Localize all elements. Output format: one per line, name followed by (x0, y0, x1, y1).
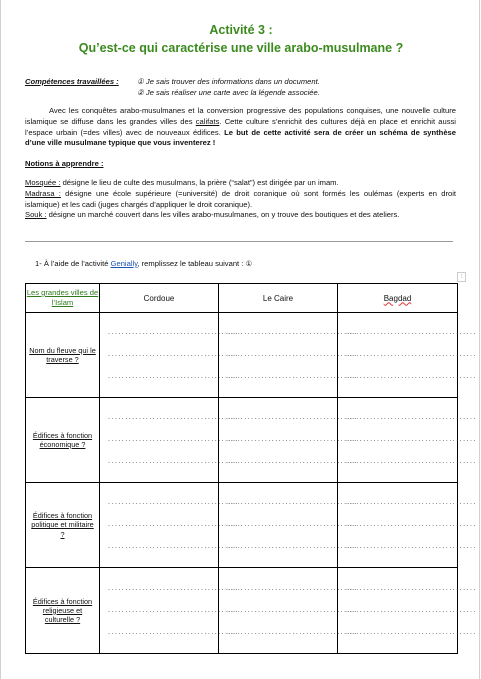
dotted-line: ...................................... (108, 499, 239, 506)
table-row (26, 313, 458, 398)
califats-term: califats (195, 116, 220, 126)
dotted-line: ...................................... (108, 373, 239, 380)
definitions-block (25, 178, 456, 221)
table-row (26, 483, 458, 568)
row-label-politique: Édifices à fonction politique et militaire ? (26, 483, 100, 568)
question-text: , remplissez le tableau suivant : ① (137, 259, 253, 268)
column-header-le-caire: Le Caire (219, 284, 338, 313)
dotted-line: ...................................... (108, 436, 239, 443)
dotted-line: ...................................... (346, 351, 477, 358)
genially-link[interactable]: Genially (110, 259, 138, 268)
dotted-line: ...................................... (227, 628, 358, 636)
answer-cell[interactable] (219, 483, 358, 568)
definition-term: Souk : (25, 210, 47, 220)
dotted-line: ...................................... (108, 628, 239, 636)
dotted-line: ...................................... (227, 351, 358, 358)
dotted-line: ...................................... (108, 458, 239, 465)
dotted-line: ...................................... (227, 458, 358, 465)
definition-item (25, 210, 456, 221)
table-row (26, 398, 458, 483)
dotted-line: ...................................... (346, 584, 477, 592)
answer-cell[interactable] (338, 313, 477, 398)
table-header-row (26, 284, 458, 313)
dotted-line: ...................................... (346, 458, 477, 465)
dotted-line: ...................................... (346, 414, 477, 421)
dotted-line: ...................................... (108, 351, 239, 358)
answer-cell[interactable] (219, 568, 358, 654)
competences-label: Compétences travaillées : (25, 77, 119, 86)
definition-text: désigne un marché couvert dans les villes arabo-musulmanes, on y trouve des boutiques et des ateliers. (46, 210, 400, 220)
dotted-line: ...................................... (227, 329, 358, 336)
column-header-bagdad (338, 284, 458, 313)
answer-cell[interactable] (100, 568, 239, 654)
cities-table (25, 283, 477, 654)
answer-cell[interactable] (100, 313, 239, 398)
dotted-line: ...................................... (346, 628, 477, 636)
dotted-line: ...................................... (227, 373, 358, 380)
definition-text: désigne une école supérieure (=université) de droit coranique où sont formés les oulémas (experts en droit islamique) et les cadi (juges chargés d’appliquer le droit coranique). (25, 188, 456, 209)
answer-cell[interactable] (338, 398, 477, 483)
answer-cell[interactable] (219, 398, 358, 483)
question-1 (35, 259, 252, 268)
dotted-line: ...................................... (108, 543, 239, 550)
dotted-line: ...................................... (346, 373, 477, 380)
horizontal-divider (25, 241, 453, 242)
definition-term: Mosquée : (25, 178, 61, 187)
table-move-handle[interactable]: ⁝ (457, 272, 466, 282)
competence-item: ② Je sais réaliser une carte avec la légende associée. (137, 88, 320, 97)
competence-item: ① Je sais trouver des informations dans un document. (137, 77, 320, 86)
dotted-line: ...................................... (108, 606, 239, 614)
dotted-line: ...................................... (108, 414, 239, 421)
answer-cell[interactable] (100, 398, 239, 483)
definition-term: Madrasa : (25, 188, 61, 198)
intro-goal: Le but de cette activité sera de créer un schéma de synthèse d’une ville musulmane typique que vous inventerez ! (25, 127, 456, 148)
answer-cell[interactable] (100, 483, 239, 568)
dotted-line: ...................................... (227, 499, 358, 506)
row-label-economique: Édifices à fonction économique ? (26, 398, 100, 483)
dotted-line: ...................................... (346, 521, 477, 528)
dotted-line: ...................................... (346, 499, 477, 506)
table-corner-header: Les grandes villes de l’Islam (26, 284, 100, 313)
row-label-religieuse: Édifices à fonction religieuse et culturelle ? (26, 568, 100, 654)
competences-block (25, 76, 320, 98)
definition-item (25, 189, 456, 211)
dotted-line: ...................................... (346, 606, 477, 614)
dotted-line: ...................................... (227, 414, 358, 421)
dotted-line: ...................................... (108, 329, 239, 336)
dotted-line: ...................................... (227, 584, 358, 592)
dotted-line: ...................................... (108, 521, 239, 528)
row-label-fleuve: Nom du fleuve qui le traverse ? (26, 313, 100, 398)
column-header-cordoue: Cordoue (100, 284, 219, 313)
question-text: 1- À l’aide de l’activité (35, 259, 111, 268)
activity-question-title: Qu’est-ce qui caractérise une ville arabo-musulmane ? (78, 41, 404, 55)
dotted-line: ...................................... (227, 606, 358, 614)
intro-text: Avec les conquêtes arabo-musulmanes et la conversion progressive des populations conquises, une nouvelle culture islamique se diffuse dans les grandes villes des (25, 106, 456, 126)
dotted-line: ...................................... (346, 436, 477, 443)
activity-title: Activité 3 : (209, 23, 273, 37)
answer-cell[interactable] (219, 313, 358, 398)
dotted-line: ...................................... (346, 543, 477, 550)
definition-text: désigne le lieu de culte des musulmans, la prière (“salat”) est dirigée par un imam. (60, 178, 339, 187)
intro-paragraph (25, 106, 456, 149)
dotted-line: ...................................... (227, 521, 358, 528)
intro-text: . Cette culture s’enrichit des cultures déjà en place et enrichit aussi l’espace urbain (=des villes) avec de nouveaux édifices. (25, 116, 456, 137)
dotted-line: ...................................... (346, 329, 477, 336)
definition-item (25, 178, 456, 189)
dotted-line: ...................................... (227, 543, 358, 550)
dotted-line: ...................................... (108, 584, 239, 592)
answer-cell[interactable] (338, 568, 477, 654)
notions-heading: Notions à apprendre : (25, 159, 104, 168)
table-row (26, 568, 458, 654)
bagdad-label: Bagdad (383, 293, 412, 303)
dotted-line: ...................................... (227, 436, 358, 443)
answer-cell[interactable] (338, 483, 477, 568)
